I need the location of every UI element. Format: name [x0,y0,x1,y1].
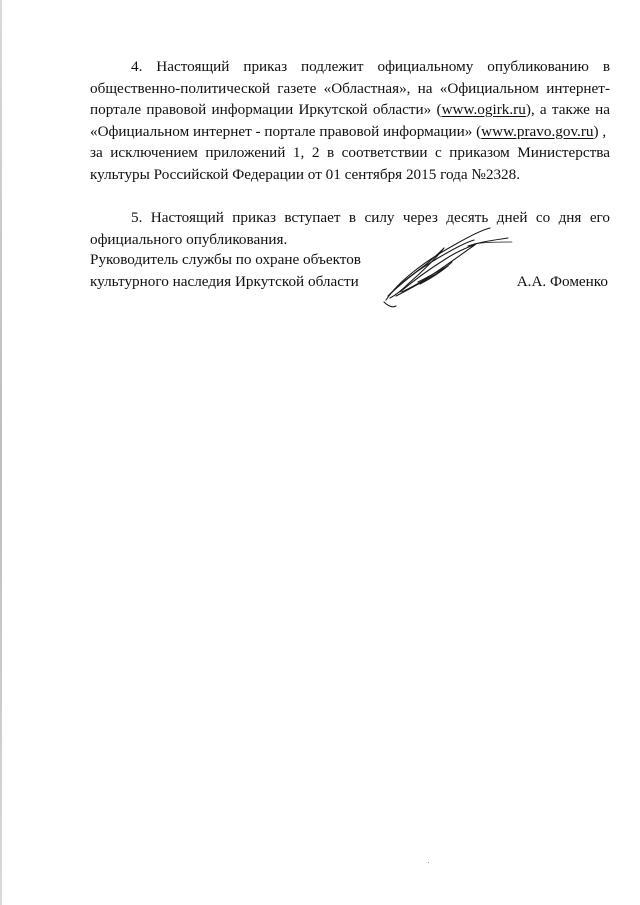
p4-line-4 [90,121,610,143]
p4-line-6: культуры Российской Федерации от 01 сентября 2015 года №2328. [90,165,521,183]
document-body [90,56,610,250]
signature-block [90,249,610,292]
p4-line-3 [90,99,610,121]
p5-line-2: официального опубликования. [90,230,288,248]
p4-line-1: 4. Настоящий приказ подлежит официальному опубликованию в [131,58,610,75]
handwritten-signature [378,222,518,312]
scan-speck [428,862,429,863]
p4-line-5: за исключением приложений 1, 2 в соответствии с приказом Министерства [90,144,610,161]
signer-position-line-2: культурного наследия Иркутской области [90,272,359,290]
paragraph-5 [90,207,610,250]
paragraph-4 [90,56,610,185]
signer-position-line-1: Руководитель службы по охране объектов [90,251,361,268]
p4-line-3-post: ), а также на [525,101,611,118]
p4-line-4-pre: «Официальном интернет - портале правовой информации» ( [90,122,482,140]
p5-line-1: 5. Настоящий приказ вступает в силу через десять дней со дня его [131,209,610,226]
ogirk-link[interactable]: www.ogirk.ru [441,101,526,118]
signer-name: А.А. Фоменко [516,272,608,290]
scan-edge [0,0,2,905]
p4-line-4-post: ) , [593,122,607,140]
pravo-link[interactable]: www.pravo.gov.ru [481,122,594,140]
p4-line-2: общественно-политической газете «Областная», на «Официальном интернет- [90,79,610,97]
p4-line-3-pre: портале правовой информации Иркутской области» ( [90,101,442,118]
